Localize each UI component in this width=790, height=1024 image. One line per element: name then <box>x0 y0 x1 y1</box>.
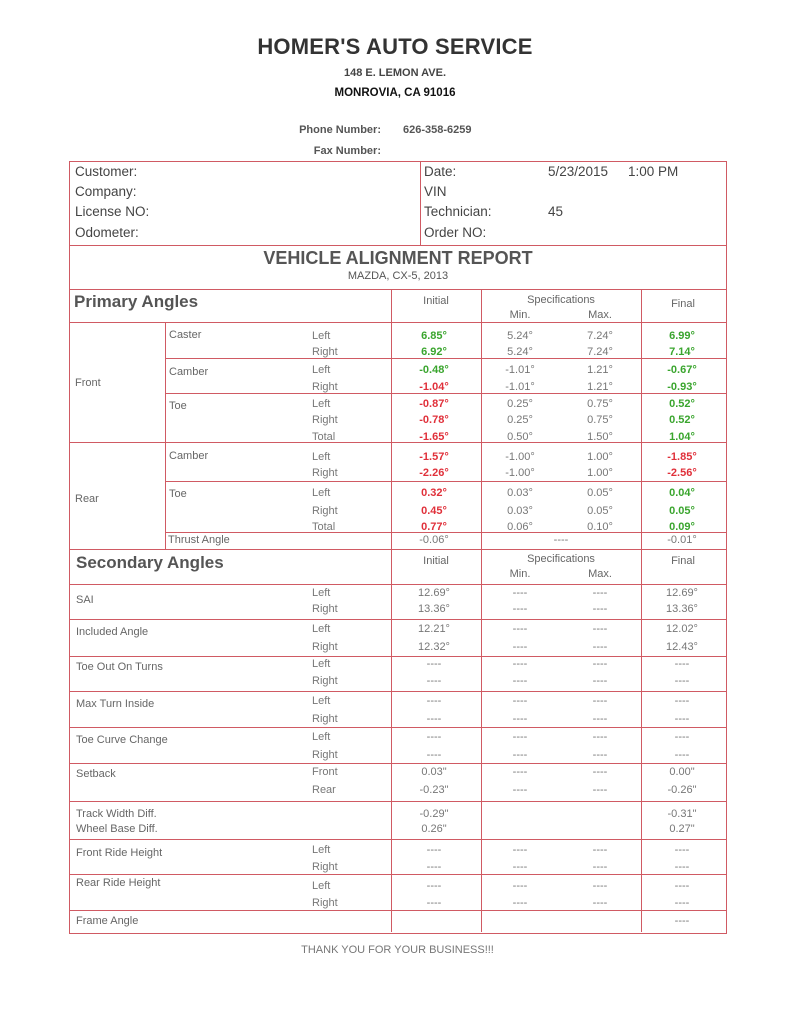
vin-label: VIN <box>424 184 447 199</box>
final-value: ---- <box>674 695 690 707</box>
grid-line <box>481 289 482 549</box>
spec-max-value: ---- <box>592 784 608 796</box>
final-value: -0.67° <box>667 364 697 376</box>
spec-max-value: ---- <box>592 844 608 856</box>
final-value: 7.14° <box>669 346 695 358</box>
grid-line <box>70 691 726 692</box>
initial-value: ---- <box>426 880 442 892</box>
grid-line <box>70 289 726 290</box>
primary-initial-header: Initial <box>423 295 449 307</box>
phone-value: 626-358-6259 <box>403 124 472 136</box>
technician-value: 45 <box>548 204 564 219</box>
side-label: Left <box>312 587 331 599</box>
spec-max-value: 1.50° <box>587 431 613 443</box>
spec-max-value: ---- <box>592 603 608 615</box>
side-label: Left <box>312 695 331 707</box>
spec-max-value: 1.00° <box>587 451 613 463</box>
secondary-angles-heading: Secondary Angles <box>76 553 224 572</box>
final-value: ---- <box>674 731 690 743</box>
side-label: Left <box>312 330 331 342</box>
final-value: 0.04° <box>669 487 695 499</box>
side-label: Right <box>312 467 338 479</box>
final-value: -0.26" <box>667 784 697 796</box>
side-label: Left <box>312 844 331 856</box>
spec-min-value: 0.25° <box>507 414 533 426</box>
primary-min-header: Min. <box>509 309 531 321</box>
spec-max-value: 0.05° <box>587 487 613 499</box>
grid-line <box>165 481 726 482</box>
side-label: Right <box>312 713 338 725</box>
spec-max-value: ---- <box>592 749 608 761</box>
spec-max-value: 0.05° <box>587 505 613 517</box>
license-label: License NO: <box>75 204 150 219</box>
side-label: Left <box>312 487 331 499</box>
secondary-angle-label: Front Ride Height <box>76 847 163 859</box>
spec-min-value: ---- <box>512 603 528 615</box>
final-value: ---- <box>674 658 690 670</box>
grid-line <box>391 289 392 549</box>
side-label: Right <box>312 897 338 909</box>
spec-min-value: ---- <box>512 658 528 670</box>
date-label: Date: <box>424 164 457 179</box>
spec-max-value: 0.75° <box>587 398 613 410</box>
initial-value: -1.65° <box>419 431 449 443</box>
grid-line <box>70 619 726 620</box>
initial-value: 0.26" <box>421 823 447 835</box>
thrust-final: -0.01° <box>667 534 697 546</box>
spec-min-value: -1.01° <box>505 381 535 393</box>
initial-value: 12.21° <box>418 623 450 635</box>
initial-value: -0.48° <box>419 364 449 376</box>
initial-value: -0.78° <box>419 414 449 426</box>
group-label: Rear <box>75 493 99 505</box>
grid-line <box>70 549 726 550</box>
initial-value: ---- <box>426 861 442 873</box>
secondary-angle-label: Max Turn Inside <box>76 698 155 710</box>
secondary-angle-label: Setback <box>76 768 116 780</box>
shop-name: HOMER'S AUTO SERVICE <box>257 34 533 59</box>
primary-max-header: Max. <box>588 309 612 321</box>
spec-max-value: 0.10° <box>587 521 613 533</box>
spec-min-value: ---- <box>512 897 528 909</box>
grid-line <box>70 584 726 585</box>
side-label: Left <box>312 658 331 670</box>
secondary-min-header: Min. <box>509 568 531 580</box>
final-value: 0.05° <box>669 505 695 517</box>
primary-angles-heading: Primary Angles <box>74 292 199 311</box>
side-label: Right <box>312 346 338 358</box>
spec-min-value: ---- <box>512 713 528 725</box>
technician-label: Technician: <box>424 204 492 219</box>
grid-line <box>641 289 642 549</box>
initial-value: 0.45° <box>421 505 447 517</box>
angle-label: Caster <box>169 329 202 341</box>
side-label: Right <box>312 641 338 653</box>
angle-label: Toe <box>169 488 187 500</box>
side-label: Left <box>312 398 331 410</box>
spec-max-value: 7.24° <box>587 330 613 342</box>
side-label: Right <box>312 861 338 873</box>
spec-min-value: 5.24° <box>507 346 533 358</box>
spec-min-value: 0.03° <box>507 487 533 499</box>
final-value: 6.99° <box>669 330 695 342</box>
spec-min-value: ---- <box>512 623 528 635</box>
spec-min-value: -1.00° <box>505 451 535 463</box>
secondary-angle-label: Wheel Base Diff. <box>76 823 158 835</box>
company-label: Company: <box>75 184 137 199</box>
grid-line <box>70 322 726 323</box>
final-value: 0.09° <box>669 521 695 533</box>
spec-max-value: ---- <box>592 641 608 653</box>
final-value: 0.00" <box>669 766 695 778</box>
spec-max-value: ---- <box>592 623 608 635</box>
spec-max-value: ---- <box>592 675 608 687</box>
spec-max-value: ---- <box>592 897 608 909</box>
spec-min-value: ---- <box>512 861 528 873</box>
grid-line <box>165 322 166 549</box>
initial-value: ---- <box>426 844 442 856</box>
spec-max-value: 0.75° <box>587 414 613 426</box>
side-label: Right <box>312 505 338 517</box>
date-value: 5/23/2015 <box>548 164 609 179</box>
initial-value: 13.36° <box>418 603 450 615</box>
side-label: Left <box>312 364 331 376</box>
spec-max-value: ---- <box>592 731 608 743</box>
final-value: ---- <box>674 861 690 873</box>
spec-min-value: ---- <box>512 880 528 892</box>
spec-max-value: ---- <box>592 587 608 599</box>
secondary-angle-label: Toe Curve Change <box>76 734 168 746</box>
time-value: 1:00 PM <box>628 164 679 179</box>
final-value: 12.69° <box>666 587 698 599</box>
secondary-max-header: Max. <box>588 568 612 580</box>
grid-line <box>70 874 726 875</box>
side-label: Right <box>312 749 338 761</box>
secondary-angle-label: Track Width Diff. <box>76 808 157 820</box>
initial-value: ---- <box>426 749 442 761</box>
final-value: 0.52° <box>669 414 695 426</box>
secondary-angle-label: Rear Ride Height <box>76 877 161 889</box>
spec-min-value: ---- <box>512 749 528 761</box>
initial-value: ---- <box>426 658 442 670</box>
vehicle-info: MAZDA, CX-5, 2013 <box>347 270 449 282</box>
final-value: 0.27" <box>669 823 695 835</box>
initial-value: -0.87° <box>419 398 449 410</box>
side-label: Right <box>312 603 338 615</box>
spec-min-value: ---- <box>512 844 528 856</box>
spec-min-value: ---- <box>512 675 528 687</box>
final-value: ---- <box>674 915 690 927</box>
secondary-angle-label: Frame Angle <box>76 915 139 927</box>
angle-label: Camber <box>169 450 209 462</box>
thrust-initial: -0.06° <box>419 534 449 546</box>
spec-max-value: ---- <box>592 880 608 892</box>
side-label: Right <box>312 414 338 426</box>
initial-value: ---- <box>426 897 442 909</box>
side-label: Left <box>312 731 331 743</box>
secondary-spec-header: Specifications <box>527 553 595 565</box>
side-label: Left <box>312 880 331 892</box>
grid-line <box>70 727 726 728</box>
final-value: 0.52° <box>669 398 695 410</box>
final-value: 12.43° <box>666 641 698 653</box>
spec-max-value: 7.24° <box>587 346 613 358</box>
initial-value: ---- <box>426 675 442 687</box>
side-label: Left <box>312 623 331 635</box>
grid-line <box>165 358 726 359</box>
spec-min-value: 0.25° <box>507 398 533 410</box>
grid-line <box>420 162 421 245</box>
final-value: 13.36° <box>666 603 698 615</box>
secondary-final-header: Final <box>671 555 695 567</box>
spec-min-value: ---- <box>512 766 528 778</box>
initial-value: ---- <box>426 713 442 725</box>
spec-max-value: 1.21° <box>587 381 613 393</box>
initial-value: 6.85° <box>421 330 447 342</box>
final-value: 1.04° <box>669 431 695 443</box>
final-value: ---- <box>674 880 690 892</box>
initial-value: -0.29" <box>419 808 449 820</box>
phone-label: Phone Number: <box>299 124 381 136</box>
side-label: Total <box>312 431 336 443</box>
initial-value: 0.32° <box>421 487 447 499</box>
spec-min-value: 0.06° <box>507 521 533 533</box>
grid-line <box>165 393 726 394</box>
initial-value: -1.57° <box>419 451 449 463</box>
initial-value: ---- <box>426 731 442 743</box>
spec-max-value: ---- <box>592 766 608 778</box>
spec-max-value: ---- <box>592 861 608 873</box>
spec-min-value: ---- <box>512 731 528 743</box>
initial-value: ---- <box>426 695 442 707</box>
side-label: Rear <box>312 784 336 796</box>
final-value: -0.93° <box>667 381 697 393</box>
final-value: 12.02° <box>666 623 698 635</box>
initial-value: 12.32° <box>418 641 450 653</box>
shop-address-line2: MONROVIA, CA 91016 <box>334 87 456 99</box>
side-label: Total <box>312 521 336 533</box>
final-value: ---- <box>674 844 690 856</box>
angle-label: Camber <box>169 366 209 378</box>
initial-value: -0.23" <box>419 784 449 796</box>
final-value: -0.31" <box>667 808 697 820</box>
report-title: VEHICLE ALIGNMENT REPORT <box>263 248 533 268</box>
grid-line <box>70 801 726 802</box>
side-label: Right <box>312 675 338 687</box>
spec-max-value: ---- <box>592 695 608 707</box>
final-value: ---- <box>674 675 690 687</box>
grid-line <box>70 656 726 657</box>
spec-max-value: 1.21° <box>587 364 613 376</box>
shop-address-line1: 148 E. LEMON AVE. <box>343 67 447 79</box>
group-label: Front <box>75 377 101 389</box>
spec-max-value: ---- <box>592 658 608 670</box>
secondary-angle-label: SAI <box>76 594 94 606</box>
grid-line <box>70 763 726 764</box>
initial-value: 0.77° <box>421 521 447 533</box>
primary-spec-header: Specifications <box>527 294 595 306</box>
spec-min-value: ---- <box>512 784 528 796</box>
grid-line <box>70 910 726 911</box>
side-label: Front <box>312 766 338 778</box>
spec-max-value: ---- <box>592 713 608 725</box>
spec-min-value: ---- <box>512 641 528 653</box>
spec-max-value: 1.00° <box>587 467 613 479</box>
initial-value: 12.69° <box>418 587 450 599</box>
footer-thanks: THANK YOU FOR YOUR BUSINESS!!! <box>301 944 494 956</box>
secondary-angle-label: Included Angle <box>76 626 149 638</box>
spec-min-value: -1.00° <box>505 467 535 479</box>
final-value: ---- <box>674 749 690 761</box>
grid-line <box>70 245 726 246</box>
side-label: Left <box>312 451 331 463</box>
spec-min-value: -1.01° <box>505 364 535 376</box>
order-label: Order NO: <box>424 225 487 240</box>
secondary-initial-header: Initial <box>423 555 449 567</box>
spec-min-value: ---- <box>512 695 528 707</box>
secondary-angle-label: Toe Out On Turns <box>76 661 163 673</box>
spec-min-value: ---- <box>512 587 528 599</box>
fax-label: Fax Number: <box>313 145 381 157</box>
odometer-label: Odometer: <box>75 225 139 240</box>
initial-value: 0.03" <box>421 766 447 778</box>
grid-line <box>70 839 726 840</box>
angle-label: Toe <box>169 400 187 412</box>
spec-min-value: 5.24° <box>507 330 533 342</box>
final-value: ---- <box>674 713 690 725</box>
side-label: Right <box>312 381 338 393</box>
final-value: -2.56° <box>667 467 697 479</box>
customer-label: Customer: <box>75 164 138 179</box>
initial-value: -2.26° <box>419 467 449 479</box>
spec-min-value: 0.50° <box>507 431 533 443</box>
initial-value: 6.92° <box>421 346 447 358</box>
final-value: ---- <box>674 897 690 909</box>
thrust-angle-label: Thrust Angle <box>168 534 230 546</box>
initial-value: -1.04° <box>419 381 449 393</box>
spec-min-value: 0.03° <box>507 505 533 517</box>
final-value: -1.85° <box>667 451 697 463</box>
primary-final-header: Final <box>671 298 695 310</box>
thrust-spec: ---- <box>553 534 569 546</box>
